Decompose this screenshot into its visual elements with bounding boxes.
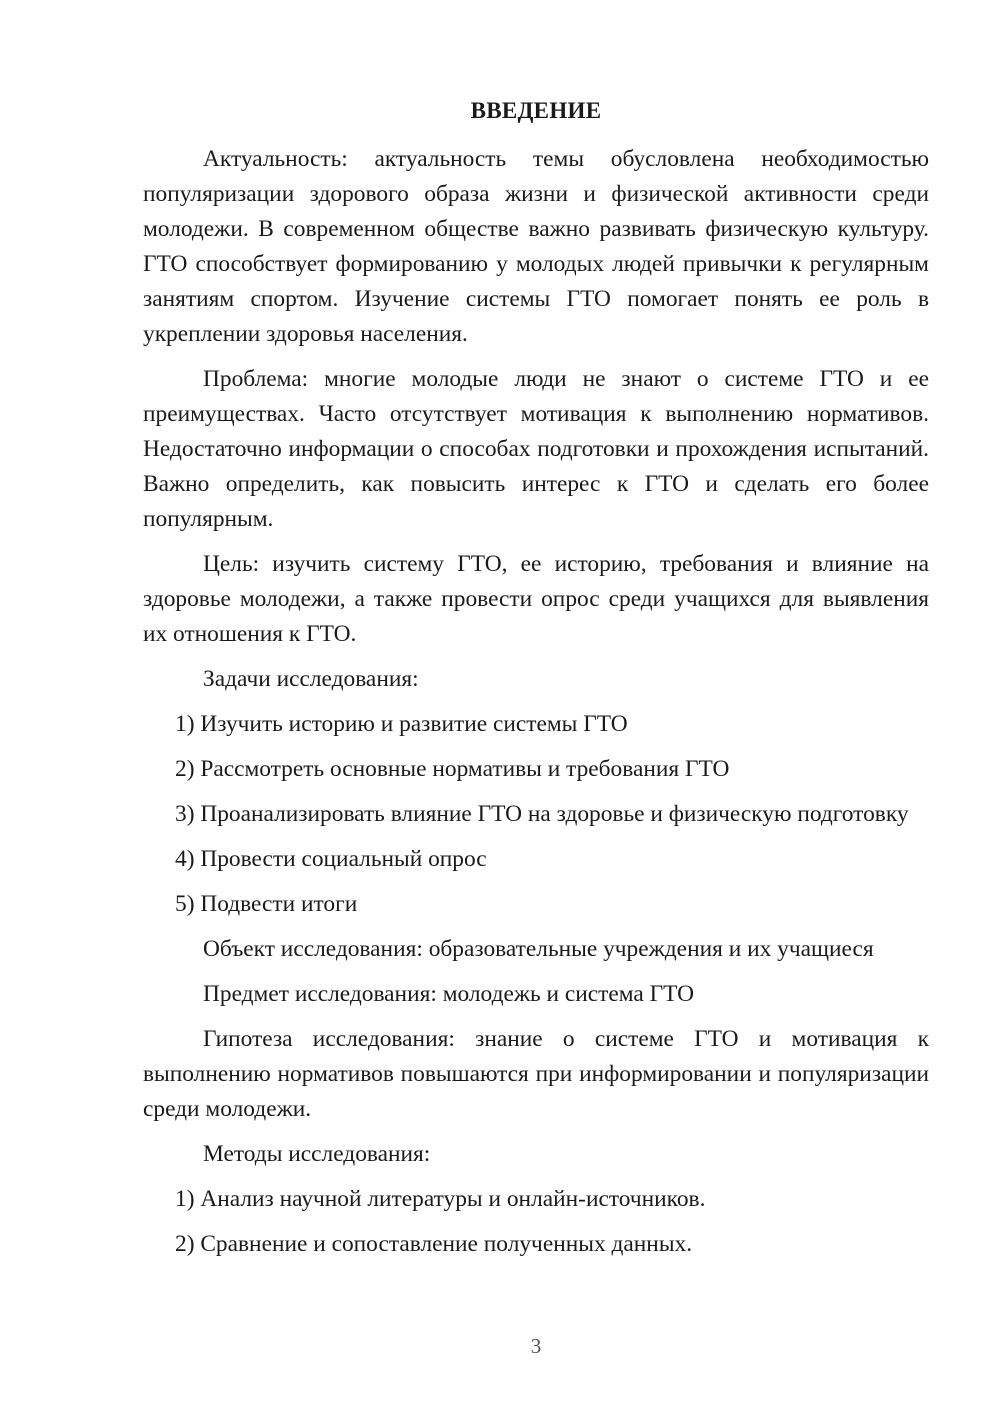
method-item: 2) Сравнение и сопоставление полученных данных. bbox=[175, 1231, 693, 1257]
task-item: 5) Подвести итоги bbox=[175, 891, 358, 917]
tasks-title: Задачи исследования: bbox=[203, 666, 419, 692]
page-number: 3 bbox=[530, 1334, 542, 1358]
hypothesis-paragraph: Гипотеза исследования: знание о системе ГТО и мотивация к выполнению нормативов повышаются при информировании и популяризации среди молодежи. bbox=[143, 1026, 929, 1122]
document-body bbox=[143, 142, 929, 1272]
task-item: 3) Проанализировать влияние ГТО на здоровье и физическую подготовку bbox=[175, 801, 909, 827]
problem-paragraph: Проблема: многие молодые люди не знают о системе ГТО и ее преимуществах. Часто отсутствует мотивация к выполнению нормативов. Недостаточно информации о способах подготовки и прохождения испытаний. Важно определить, как повысить интерес к ГТО и сделать его более популярным. bbox=[143, 366, 929, 532]
subject-paragraph: Предмет исследования: молодежь и система ГТО bbox=[203, 981, 695, 1007]
task-item: 1) Изучить историю и развитие системы ГТО bbox=[175, 711, 628, 737]
object-paragraph: Объект исследования: образовательные учреждения и их учащиеся bbox=[203, 936, 874, 962]
relevance-paragraph: Актуальность: актуальность темы обусловлена необходимостью популяризации здорового образа жизни и физической активности среди молодежи. В современном обществе важно развивать физическую культуру. ГТО способствует формированию у молодых людей привычки к регулярным занятиям спортом. Изучение системы ГТО помогает понять ее роль в укреплении здоровья населения. bbox=[143, 146, 929, 347]
task-item: 2) Рассмотреть основные нормативы и требования ГТО bbox=[175, 756, 730, 782]
section-heading: ВВЕДЕНИЕ bbox=[470, 98, 602, 123]
methods-title: Методы исследования: bbox=[203, 1141, 431, 1167]
task-item: 4) Провести социальный опрос bbox=[175, 846, 487, 872]
goal-paragraph: Цель: изучить систему ГТО, ее историю, требования и влияние на здоровье молодежи, а также провести опрос среди учащихся для выявления их отношения к ГТО. bbox=[143, 551, 929, 647]
method-item: 1) Анализ научной литературы и онлайн-источников. bbox=[175, 1186, 706, 1212]
